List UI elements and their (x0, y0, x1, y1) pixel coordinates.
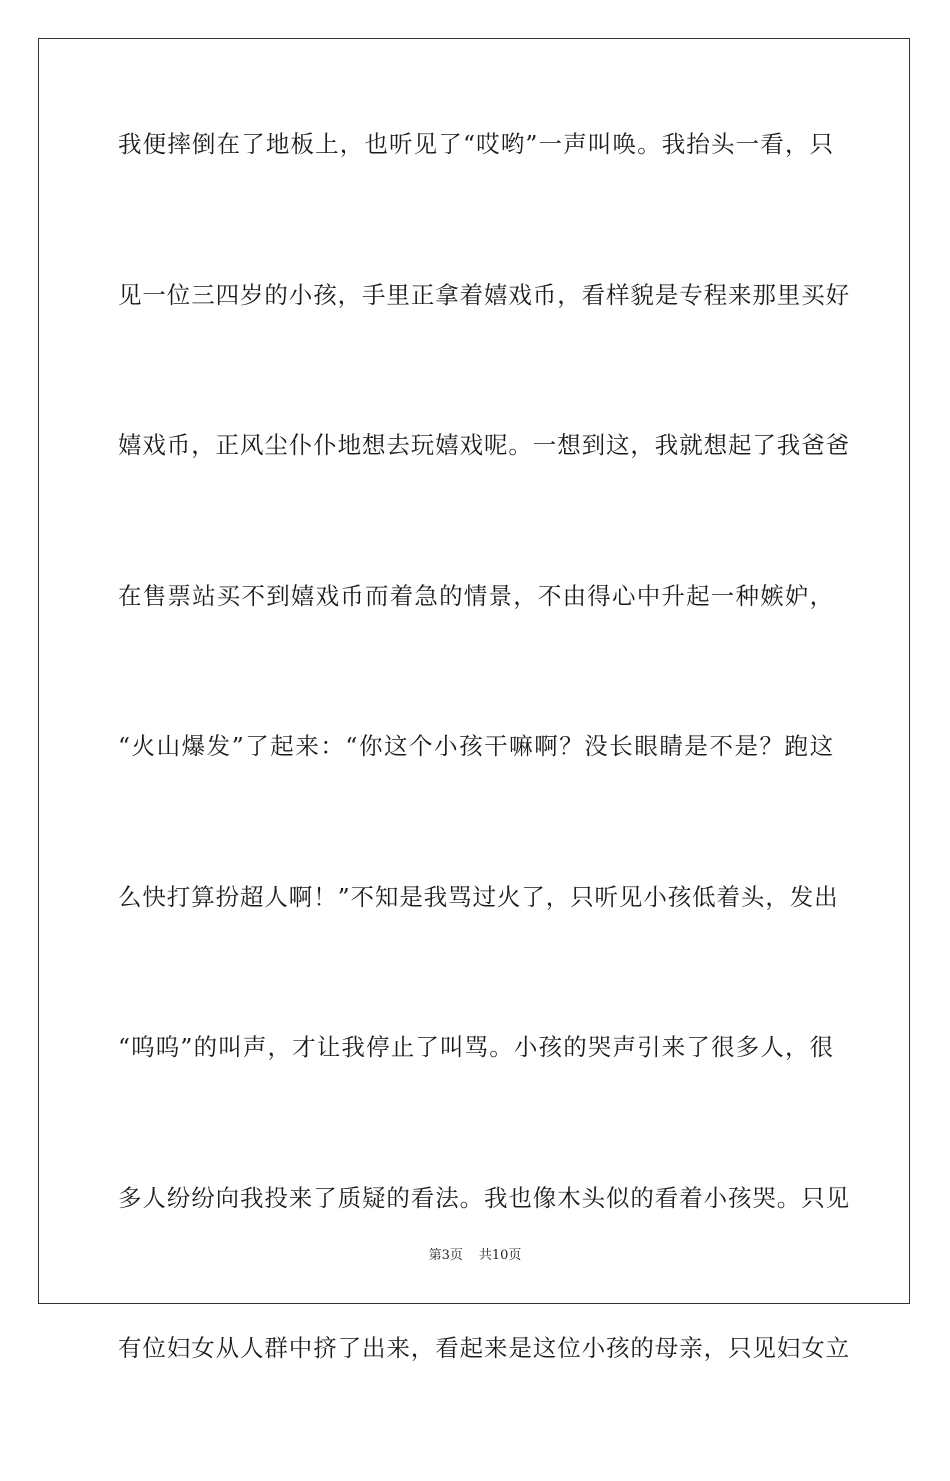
text-line: 嬉戏币，正风尘仆仆地想去玩嬉戏呢。一想到这，我就想起了我爸爸 (118, 431, 850, 459)
text-line: “呜呜”的叫声，才让我停止了叫骂。小孩的哭声引来了很多人，很 (118, 1033, 834, 1061)
page-number-current: 第3页 (428, 1248, 463, 1263)
text-line: “火山爆发”了起来：“你这个小孩干嘛啊？没长眼睛是不是？跑这 (118, 732, 834, 760)
page-footer (0, 1247, 950, 1265)
text-line: 我便摔倒在了地板上，也听见了“哎哟”一声叫唤。我抬头一看，只 (118, 130, 834, 158)
text-line: 有位妇女从人群中挤了出来，看起来是这位小孩的母亲，只见妇女立 (118, 1334, 850, 1362)
text-line: 多人纷纷向我投来了质疑的看法。我也像木头似的看着小孩哭。只见 (118, 1183, 850, 1212)
page-number-total: 共10页 (478, 1248, 522, 1263)
text-line: 见一位三四岁的小孩，手里正拿着嬉戏币，看样貌是专程来那里买好 (118, 280, 850, 309)
text-line: 在售票站买不到嬉戏币而着急的情景，不由得心中升起一种嫉妒， (118, 581, 834, 610)
text-line: 么快打算扮超人啊！”不知是我骂过火了，只听见小孩低着头，发出 (118, 882, 839, 911)
document-body (118, 126, 850, 1481)
